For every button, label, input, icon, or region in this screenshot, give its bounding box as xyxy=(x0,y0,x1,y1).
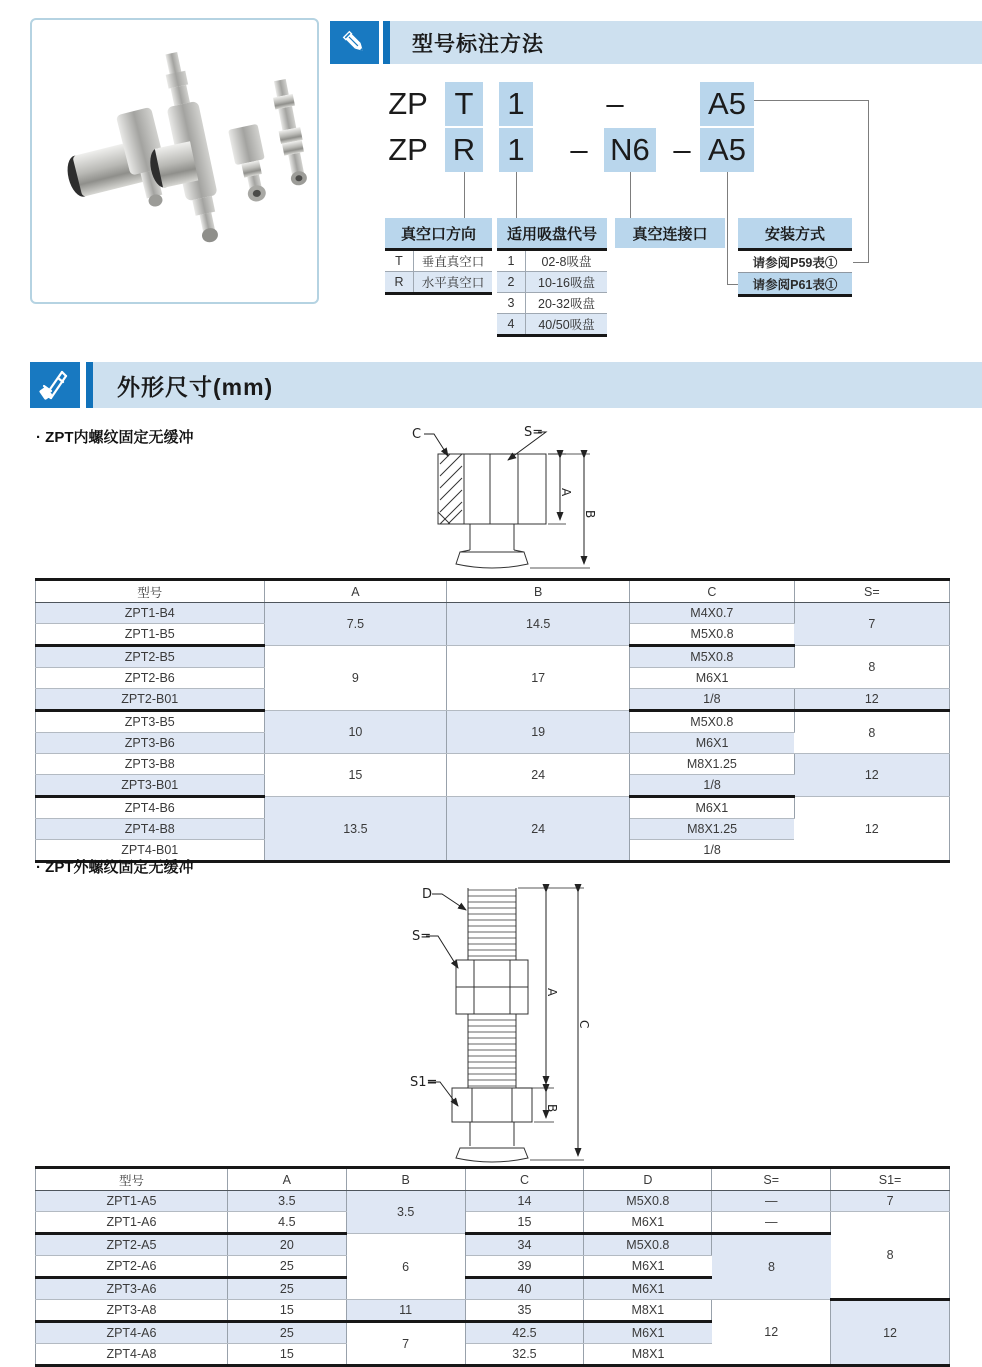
legend-mounting-title: 安装方式 xyxy=(738,218,852,248)
table-cell: 40 xyxy=(465,1278,584,1300)
column-header: B xyxy=(447,580,630,603)
dim-label-d: D xyxy=(422,887,433,902)
legend-row xyxy=(497,251,607,271)
table-cell: 8 xyxy=(712,1234,831,1300)
legend-port-direction-rows xyxy=(385,248,492,295)
table-cell: 25 xyxy=(227,1256,346,1278)
column-header: C xyxy=(630,580,795,603)
connector-line xyxy=(516,172,517,218)
legend-code: 4 xyxy=(497,314,526,334)
column-header: A xyxy=(227,1168,346,1191)
mounting-reference: 请参阅P59表① xyxy=(752,255,838,270)
table-cell: 7.5 xyxy=(264,603,447,646)
table-cell: 10 xyxy=(264,711,447,754)
model-notation-band xyxy=(390,21,982,64)
table-cell: ZPT3-A6 xyxy=(36,1278,228,1300)
table-cell: 13.5 xyxy=(264,797,447,862)
table-cell: 7 xyxy=(794,603,949,646)
dimensions-band xyxy=(93,362,982,408)
legend-code: 2 xyxy=(497,272,526,292)
model-token: A5 xyxy=(700,82,754,126)
model-token: ZP xyxy=(388,86,428,121)
dimensions-title: 外形尺寸(mm) xyxy=(117,373,274,400)
band-accent-bar xyxy=(383,21,390,64)
legend-row xyxy=(497,292,607,313)
table-cell: 8 xyxy=(794,646,949,689)
column-header: S= xyxy=(794,580,949,603)
table-cell: 3.5 xyxy=(227,1191,346,1212)
table-cell: 32.5 xyxy=(465,1344,584,1366)
table-cell: 24 xyxy=(447,754,630,797)
table-cell: ZPT2-A5 xyxy=(36,1234,228,1256)
model-token: T xyxy=(445,82,483,126)
table-cell: M8X1.25 xyxy=(630,819,795,840)
legend-label: 水平真空口 xyxy=(421,276,485,290)
table-cell: 8 xyxy=(831,1212,950,1300)
model-token: – xyxy=(673,132,691,167)
table-cell: M4X0.7 xyxy=(630,603,795,624)
model-token: ZP xyxy=(388,132,428,167)
table-cell: 35 xyxy=(465,1300,584,1322)
table-cell: 39 xyxy=(465,1256,584,1278)
table-cell: 6 xyxy=(346,1234,465,1300)
table-cell: 12 xyxy=(794,797,949,862)
table-cell: 42.5 xyxy=(465,1322,584,1344)
table-cell: 3.5 xyxy=(346,1191,465,1234)
table-cell: M5X0.8 xyxy=(630,624,795,646)
legend-row xyxy=(385,251,492,271)
table-external-thread xyxy=(35,1166,950,1367)
table-cell: M6X1 xyxy=(630,797,795,819)
table-cell: M5X0.8 xyxy=(630,711,795,733)
model-notation-title: 型号标注方法 xyxy=(412,32,544,56)
model-token: – xyxy=(606,86,624,121)
table-cell: ZPT1-B4 xyxy=(36,603,265,624)
legend-label: 40/50吸盘 xyxy=(538,318,595,332)
table-cell: M8X1.25 xyxy=(630,754,795,775)
legend-pad-code-title: 适用吸盘代号 xyxy=(497,218,607,248)
table-cell: 8 xyxy=(794,711,949,754)
subsection-external-thread: · ZPT外螺纹固定无缓冲 xyxy=(36,859,194,876)
table-cell: ZPT1-B5 xyxy=(36,624,265,646)
connector-line xyxy=(868,100,869,262)
model-line-zpr xyxy=(0,128,982,172)
table-cell: ZPT4-B8 xyxy=(36,819,265,840)
table-row xyxy=(36,711,950,733)
table-cell: M6X1 xyxy=(584,1322,712,1344)
table-cell: M5X0.8 xyxy=(584,1234,712,1256)
dim-label-s: S= xyxy=(524,425,544,440)
table-cell: 7 xyxy=(831,1191,950,1212)
legend-label: 02-8吸盘 xyxy=(541,255,592,269)
legend-row xyxy=(497,271,607,292)
table-cell: 14.5 xyxy=(447,603,630,646)
table-cell: M8X1 xyxy=(584,1300,712,1322)
column-header: B xyxy=(346,1168,465,1191)
table-cell: M5X0.8 xyxy=(630,646,795,668)
table-cell: ZPT4-A6 xyxy=(36,1322,228,1344)
pencil-icon xyxy=(330,21,379,64)
legend-label: 垂直真空口 xyxy=(421,255,485,269)
model-token: N6 xyxy=(604,128,656,172)
table-cell: 1/8 xyxy=(630,775,795,797)
table-cell: 15 xyxy=(227,1344,346,1366)
table-cell: 12 xyxy=(794,754,949,797)
drawing-external-thread xyxy=(398,874,593,1164)
legend-code: 1 xyxy=(497,251,526,271)
table-cell: — xyxy=(712,1212,831,1234)
column-header: 型号 xyxy=(36,1168,228,1191)
table-cell: 25 xyxy=(227,1278,346,1300)
table-cell: 9 xyxy=(264,646,447,711)
model-token: R xyxy=(445,128,483,172)
column-header: A xyxy=(264,580,447,603)
table-cell: ZPT2-A6 xyxy=(36,1256,228,1278)
dim-label-s: S= xyxy=(412,929,432,944)
legend-row xyxy=(497,313,607,334)
drawing-internal-thread xyxy=(390,416,605,578)
table-cell: M5X0.8 xyxy=(584,1191,712,1212)
connector-line xyxy=(727,172,728,285)
connector-line xyxy=(464,172,465,218)
table-row xyxy=(36,1212,950,1234)
legend-code: 3 xyxy=(497,293,526,313)
table-row xyxy=(36,603,950,624)
table-row xyxy=(36,1191,950,1212)
table-cell: M6X1 xyxy=(584,1212,712,1234)
column-header: S= xyxy=(712,1168,831,1191)
table-cell: 15 xyxy=(465,1212,584,1234)
legend-label: 10-16吸盘 xyxy=(538,276,595,290)
table-cell: 34 xyxy=(465,1234,584,1256)
table-cell: 4.5 xyxy=(227,1212,346,1234)
table-cell: 24 xyxy=(447,797,630,862)
table-row xyxy=(36,646,950,668)
table-cell: ZPT1-A5 xyxy=(36,1191,228,1212)
legend-mounting-rows xyxy=(738,248,852,297)
table-row xyxy=(36,797,950,819)
table-cell: 7 xyxy=(346,1322,465,1366)
table-cell: 11 xyxy=(346,1300,465,1322)
table-cell: M6X1 xyxy=(584,1256,712,1278)
table-cell: M6X1 xyxy=(584,1278,712,1300)
table-row xyxy=(36,1234,950,1256)
model-token: 1 xyxy=(499,128,533,172)
connector-line xyxy=(754,100,868,101)
table-cell: 17 xyxy=(447,646,630,711)
dim-label-b: B xyxy=(583,510,597,519)
table-cell: M6X1 xyxy=(630,733,795,754)
legend-code: T xyxy=(385,251,414,271)
dim-label-c: C xyxy=(577,1020,591,1029)
dim-label-a: A xyxy=(545,988,559,997)
legend-row xyxy=(385,271,492,292)
column-header: S1= xyxy=(831,1168,950,1191)
table-cell: ZPT3-B8 xyxy=(36,754,265,775)
column-header: D xyxy=(584,1168,712,1191)
subsection-internal-thread: · ZPT内螺纹固定无缓冲 xyxy=(36,429,194,446)
table-cell: ZPT2-B01 xyxy=(36,689,265,711)
column-header: C xyxy=(465,1168,584,1191)
legend-vacuum-port-title: 真空连接口 xyxy=(615,218,725,248)
dim-label-c: C xyxy=(412,427,422,442)
legend-label: 20-32吸盘 xyxy=(538,297,595,311)
table-cell: 1/8 xyxy=(630,689,795,711)
legend-port-direction-title: 真空口方向 xyxy=(385,218,492,248)
legend-pad-code-rows xyxy=(497,248,607,337)
table-cell: ZPT3-B6 xyxy=(36,733,265,754)
legend-code: R xyxy=(385,272,414,292)
table-cell: 19 xyxy=(447,711,630,754)
mounting-reference: 请参阅P61表① xyxy=(738,272,852,294)
table-cell: ZPT3-B01 xyxy=(36,775,265,797)
table-cell: ZPT1-A6 xyxy=(36,1212,228,1234)
table-cell: 12 xyxy=(831,1300,950,1366)
table-cell: 15 xyxy=(227,1300,346,1322)
table-cell: ZPT4-B6 xyxy=(36,797,265,819)
table-cell: M8X1 xyxy=(631,1347,665,1361)
band-accent-bar xyxy=(86,362,93,408)
table-cell: 12 xyxy=(794,689,949,711)
model-line-zpt xyxy=(0,82,982,126)
table-cell: ZPT2-B5 xyxy=(36,646,265,668)
table-cell: 1/8 xyxy=(703,843,721,857)
model-token: 1 xyxy=(499,82,533,126)
table-cell: ZPT3-A8 xyxy=(36,1300,228,1322)
dim-label-b: B xyxy=(545,1104,559,1113)
table-cell: ZPT4-B01 xyxy=(36,840,265,862)
table-cell: — xyxy=(712,1191,831,1212)
table-cell: 25 xyxy=(227,1322,346,1344)
dim-label-s1: S1= xyxy=(410,1075,438,1090)
model-token: – xyxy=(570,132,588,167)
table-cell: M6X1 xyxy=(630,668,795,689)
table-cell: 15 xyxy=(264,754,447,797)
caliper-icon xyxy=(30,362,80,408)
table-cell: 20 xyxy=(227,1234,346,1256)
table-cell: ZPT4-A8 xyxy=(36,1344,228,1366)
table-cell: 14 xyxy=(465,1191,584,1212)
table-cell: ZPT3-B5 xyxy=(36,711,265,733)
table-row xyxy=(36,1300,950,1322)
table-cell: ZPT2-B6 xyxy=(36,668,265,689)
column-header: 型号 xyxy=(36,580,265,603)
connector-line xyxy=(630,172,631,218)
model-token: A5 xyxy=(700,128,754,172)
connector-line xyxy=(853,262,869,263)
table-cell: 12 xyxy=(712,1300,831,1366)
table-row xyxy=(36,754,950,775)
table-internal-thread xyxy=(35,578,950,863)
dim-label-a: A xyxy=(559,488,573,497)
